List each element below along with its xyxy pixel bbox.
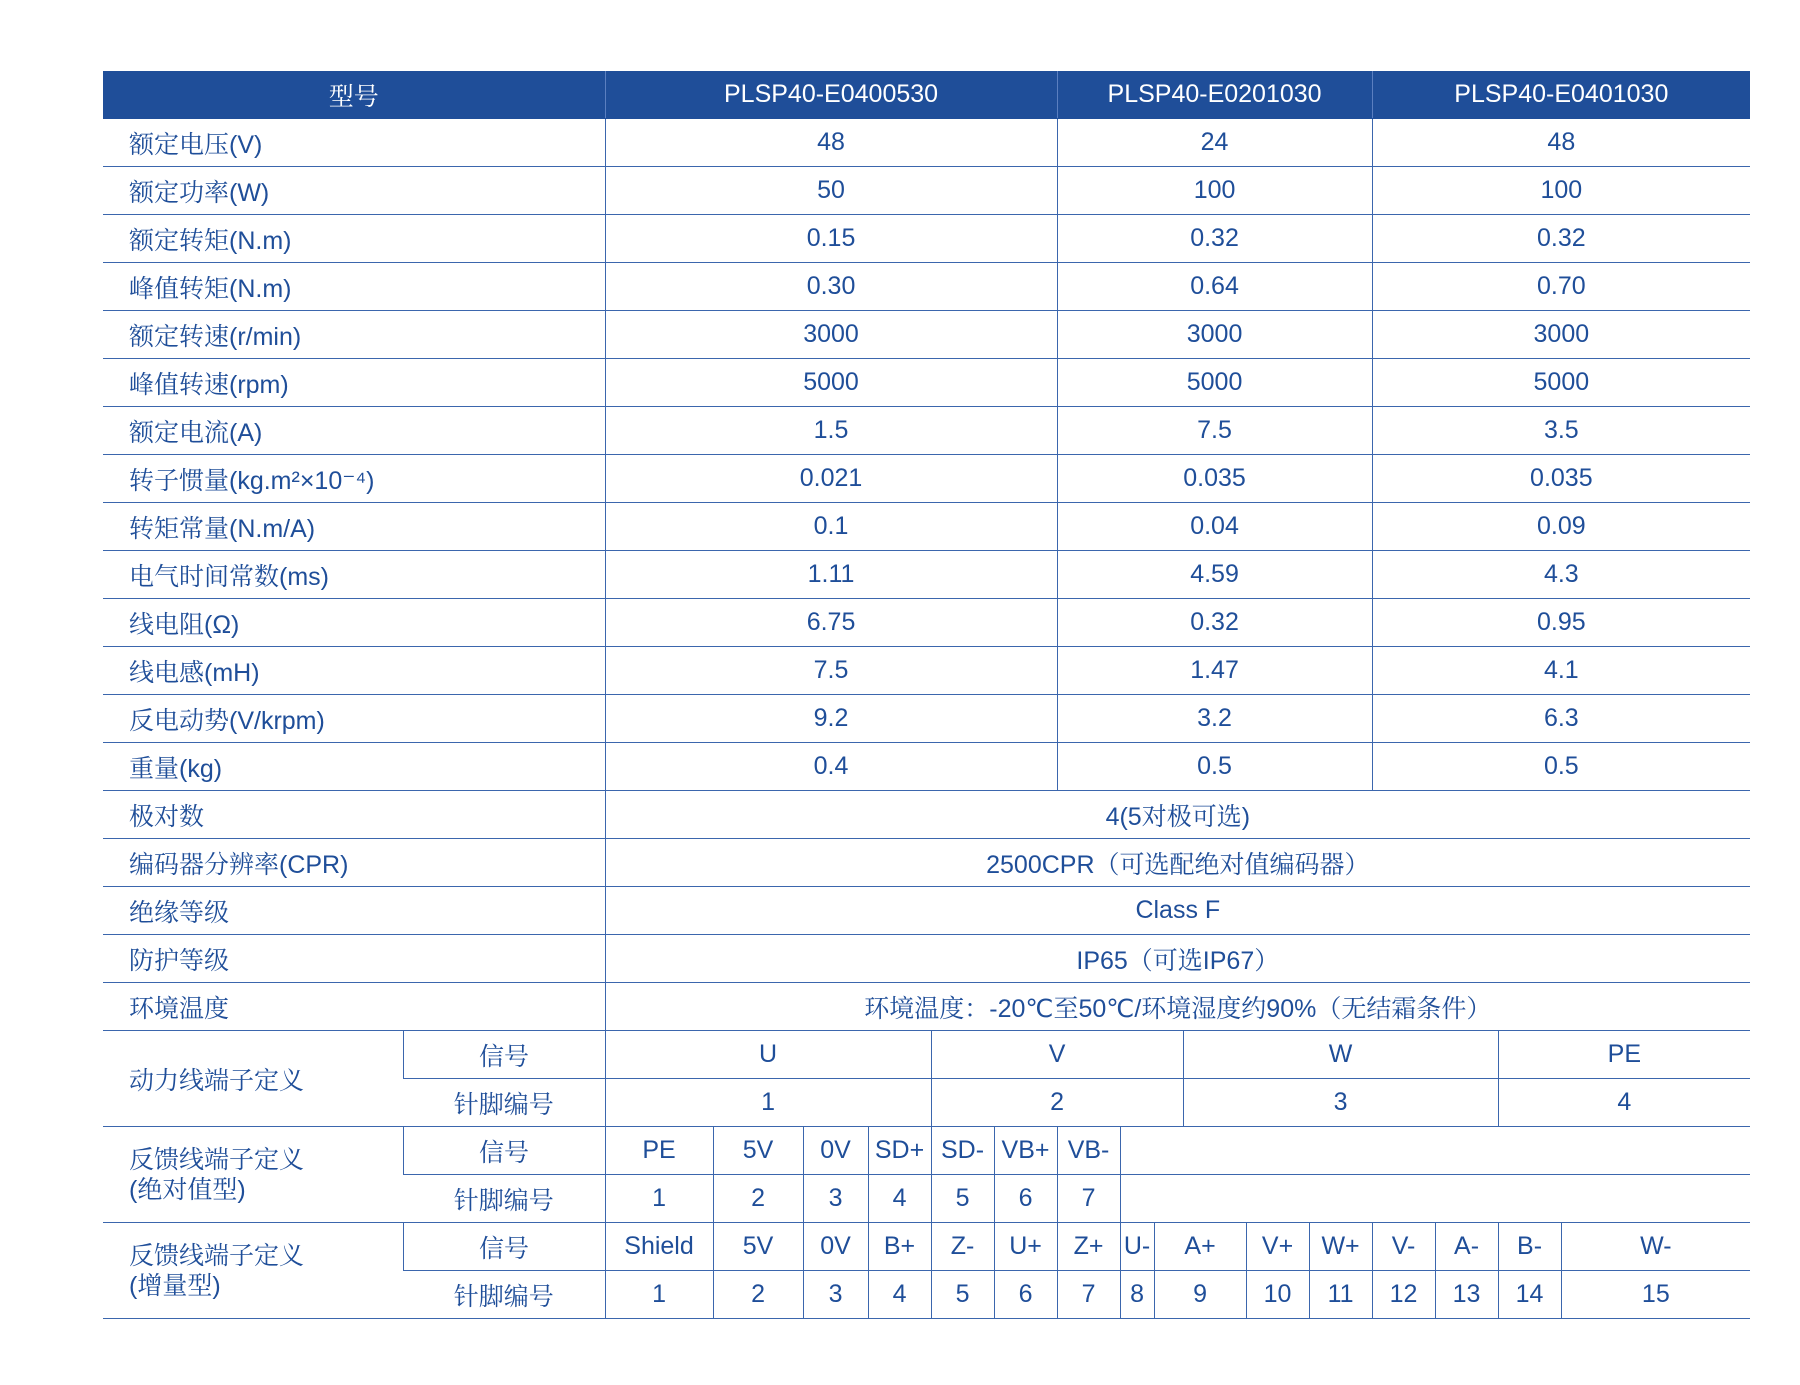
inc-pin: 5 [931,1271,994,1319]
spec-value: 5000 [605,359,1057,407]
inc-pin: 2 [713,1271,803,1319]
spec-label: 线电感(mH) [103,647,605,695]
model-header-2: PLSP40-E0201030 [1057,71,1372,119]
inc-signal: A- [1435,1223,1498,1271]
spec-value: 100 [1372,167,1750,215]
feedback-incremental-label-line2: (增量型) [129,1271,221,1300]
spec-value: 3.5 [1372,407,1750,455]
spec-value: 6.75 [605,599,1057,647]
abs-signal: 0V [803,1127,868,1175]
power-pin-4: 4 [1498,1079,1750,1127]
spec-value: 0.021 [605,455,1057,503]
spec-label: 额定转矩(N.m) [103,215,605,263]
common-spec-label: 绝缘等级 [103,887,605,935]
spec-value: 0.70 [1372,263,1750,311]
spec-row [103,695,1750,743]
inc-signal: Z- [931,1223,994,1271]
feedback-absolute-label [103,1127,403,1223]
feedback-incremental-label [103,1223,403,1319]
power-pin-label: 针脚编号 [403,1079,605,1127]
feedback-absolute-label-line1: 反馈线端子定义 [129,1145,305,1174]
power-signal-v: V [931,1031,1183,1079]
inc-pin: 11 [1309,1271,1372,1319]
spec-value: 6.3 [1372,695,1750,743]
abs-pin-label: 针脚编号 [403,1175,605,1223]
spec-label: 电气时间常数(ms) [103,551,605,599]
inc-pin: 6 [994,1271,1057,1319]
spec-label: 额定电流(A) [103,407,605,455]
inc-pin: 1 [605,1271,713,1319]
spec-label: 额定电压(V) [103,119,605,167]
common-spec-row [103,887,1750,935]
spec-row [103,455,1750,503]
abs-signal: SD+ [868,1127,931,1175]
spec-row [103,119,1750,167]
inc-signal: B- [1498,1223,1561,1271]
power-pin-2: 2 [931,1079,1183,1127]
common-spec-row [103,791,1750,839]
power-terminal-label: 动力线端子定义 [103,1031,403,1127]
common-spec-value: Class F [605,887,1750,935]
spec-label: 反电动势(V/krpm) [103,695,605,743]
spec-label: 线电阻(Ω) [103,599,605,647]
power-signal-w: W [1183,1031,1498,1079]
common-spec-value: 环境温度：-20℃至50℃/环境湿度约90%（无结霜条件） [605,983,1750,1031]
feedback-absolute-section [103,1127,1750,1223]
spec-label: 额定转速(r/min) [103,311,605,359]
spec-row [103,215,1750,263]
spec-value: 5000 [1057,359,1372,407]
common-spec-value: 4(5对极可选) [605,791,1750,839]
power-signal-pe: PE [1498,1031,1750,1079]
spec-value: 0.5 [1372,743,1750,791]
motor-spec-sheet [103,71,1709,1319]
common-spec-label: 环境温度 [103,983,605,1031]
spec-value: 0.32 [1372,215,1750,263]
common-spec-value: IP65（可选IP67） [605,935,1750,983]
power-pin-3: 3 [1183,1079,1498,1127]
abs-pin: 4 [868,1175,931,1223]
abs-pin: 2 [713,1175,803,1223]
spec-row [103,263,1750,311]
spec-value: 0.30 [605,263,1057,311]
power-terminal-section [103,1031,1750,1127]
power-signal-label: 信号 [403,1031,605,1079]
abs-signal: VB+ [994,1127,1057,1175]
common-spec-label: 极对数 [103,791,605,839]
common-spec-row [103,935,1750,983]
abs-signal: SD- [931,1127,994,1175]
inc-signal: W+ [1309,1223,1372,1271]
abs-signal: PE [605,1127,713,1175]
spec-value: 7.5 [605,647,1057,695]
inc-pin-label: 针脚编号 [403,1271,605,1319]
abs-signal-empty [1120,1127,1750,1175]
power-pin-1: 1 [605,1079,931,1127]
abs-pin: 7 [1057,1175,1120,1223]
spec-label: 峰值转速(rpm) [103,359,605,407]
feedback-incremental-label-line1: 反馈线端子定义 [129,1241,305,1270]
spec-row [103,359,1750,407]
spec-row [103,599,1750,647]
spec-value: 5000 [1372,359,1750,407]
common-spec-row [103,983,1750,1031]
inc-signal-label: 信号 [403,1223,605,1271]
inc-signal: U+ [994,1223,1057,1271]
inc-pin: 12 [1372,1271,1435,1319]
spec-value: 0.09 [1372,503,1750,551]
inc-signal: A+ [1154,1223,1246,1271]
spec-value: 0.32 [1057,599,1372,647]
spec-table [103,71,1750,1319]
spec-label: 重量(kg) [103,743,605,791]
spec-value: 9.2 [605,695,1057,743]
inc-pin: 7 [1057,1271,1120,1319]
common-spec-value: 2500CPR（可选配绝对值编码器） [605,839,1750,887]
spec-row [103,743,1750,791]
spec-label: 转矩常量(N.m/A) [103,503,605,551]
spec-row [103,407,1750,455]
power-signal-u: U [605,1031,931,1079]
spec-value: 3000 [605,311,1057,359]
abs-pin: 1 [605,1175,713,1223]
spec-value: 4.59 [1057,551,1372,599]
spec-value: 50 [605,167,1057,215]
spec-value: 0.64 [1057,263,1372,311]
spec-value: 3.2 [1057,695,1372,743]
inc-signal: 5V [713,1223,803,1271]
common-spec-row [103,839,1750,887]
spec-label: 额定功率(W) [103,167,605,215]
inc-signal: U- [1120,1223,1154,1271]
inc-signal: W- [1561,1223,1750,1271]
spec-value: 100 [1057,167,1372,215]
spec-value: 0.04 [1057,503,1372,551]
spec-row [103,551,1750,599]
spec-value: 1.5 [605,407,1057,455]
spec-row [103,167,1750,215]
power-signal-row [103,1031,1750,1079]
inc-pin: 10 [1246,1271,1309,1319]
abs-signal: VB- [1057,1127,1120,1175]
spec-value: 0.1 [605,503,1057,551]
feedback-incremental-section [103,1223,1750,1319]
inc-signal: Z+ [1057,1223,1120,1271]
spec-value: 4.3 [1372,551,1750,599]
inc-signal: B+ [868,1223,931,1271]
abs-signal-label: 信号 [403,1127,605,1175]
inc-signal: 0V [803,1223,868,1271]
inc-pin: 4 [868,1271,931,1319]
spec-value: 0.5 [1057,743,1372,791]
spec-value: 0.035 [1057,455,1372,503]
spec-value: 7.5 [1057,407,1372,455]
feedback-absolute-label-line2: (绝对值型) [129,1175,246,1204]
inc-pin: 9 [1154,1271,1246,1319]
common-spec-label: 防护等级 [103,935,605,983]
spec-value: 0.32 [1057,215,1372,263]
model-header-label: 型号 [103,71,605,119]
inc-pin: 13 [1435,1271,1498,1319]
abs-pin-empty [1120,1175,1750,1223]
spec-body [103,119,1750,791]
inc-signal: V- [1372,1223,1435,1271]
inc-signal-row [103,1223,1750,1271]
spec-value: 0.4 [605,743,1057,791]
inc-pin: 14 [1498,1271,1561,1319]
common-spec-body [103,791,1750,1031]
model-header-1: PLSP40-E0400530 [605,71,1057,119]
inc-signal: V+ [1246,1223,1309,1271]
abs-signal: 5V [713,1127,803,1175]
abs-signal-row [103,1127,1750,1175]
abs-pin: 5 [931,1175,994,1223]
abs-pin: 3 [803,1175,868,1223]
model-header-3: PLSP40-E0401030 [1372,71,1750,119]
header-row [103,71,1750,119]
spec-label: 转子惯量(kg.m²×10⁻⁴) [103,455,605,503]
spec-value: 4.1 [1372,647,1750,695]
spec-value: 48 [1372,119,1750,167]
spec-value: 0.035 [1372,455,1750,503]
spec-label: 峰值转矩(N.m) [103,263,605,311]
spec-value: 3000 [1057,311,1372,359]
inc-signal: Shield [605,1223,713,1271]
spec-value: 1.47 [1057,647,1372,695]
spec-value: 1.11 [605,551,1057,599]
spec-row [103,647,1750,695]
common-spec-label: 编码器分辨率(CPR) [103,839,605,887]
inc-pin: 8 [1120,1271,1154,1319]
inc-pin: 15 [1561,1271,1750,1319]
spec-value: 48 [605,119,1057,167]
spec-row [103,503,1750,551]
spec-row [103,311,1750,359]
spec-value: 0.95 [1372,599,1750,647]
inc-pin: 3 [803,1271,868,1319]
abs-pin: 6 [994,1175,1057,1223]
spec-value: 3000 [1372,311,1750,359]
spec-value: 24 [1057,119,1372,167]
spec-value: 0.15 [605,215,1057,263]
